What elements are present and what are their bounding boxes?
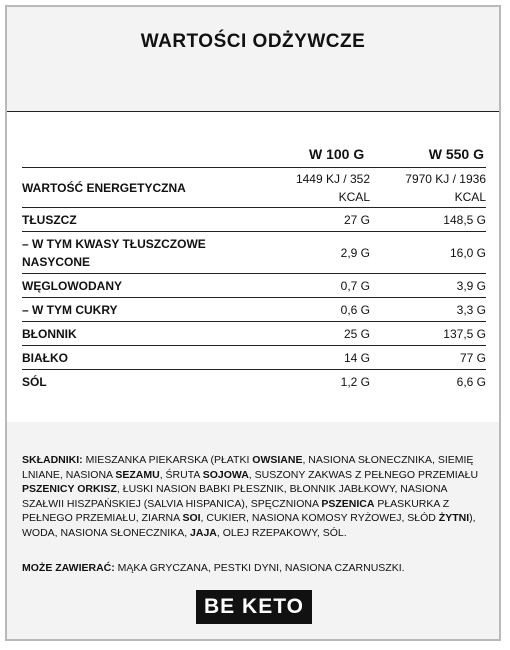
ingredient-text: ), WODA, NASIONA SŁONECZNIKA, — [22, 512, 476, 539]
value-per-100g — [341, 301, 370, 319]
nutrition-table — [7, 112, 499, 422]
value-per-550g-line: 77 G — [459, 351, 486, 365]
row-label-line: WARTOŚĆ ENERGETYCZNA — [22, 181, 186, 195]
value-per-550g-line: 7970 KJ / 1936 — [405, 172, 486, 186]
value-per-100g-line: 2,9 G — [340, 246, 370, 260]
value-per-100g-line: 27 G — [343, 213, 370, 227]
table-row — [22, 207, 486, 231]
ingredients-label: SKŁADNIKI: — [22, 454, 83, 466]
row-label-line: – W TYM CUKRY — [22, 303, 118, 317]
ingredients-body — [22, 454, 478, 539]
value-per-100g-line: 1,2 G — [340, 375, 370, 389]
allergen-text: SOJOWA — [202, 468, 249, 481]
value-per-100g — [341, 373, 370, 391]
allergen-text: OWSIANE — [252, 454, 303, 466]
row-label — [22, 325, 77, 343]
row-label — [22, 211, 77, 229]
table-row — [22, 369, 486, 393]
value-per-550g-line: 137,5 G — [443, 327, 486, 341]
value-per-550g-line: KCAL — [454, 190, 486, 204]
allergen-text: PSZENICA — [321, 497, 375, 510]
value-per-550g — [450, 244, 486, 262]
value-per-550g — [443, 325, 486, 343]
value-per-100g-line: 0,6 G — [340, 303, 370, 317]
nutrition-rows — [22, 167, 486, 393]
table-row — [22, 321, 486, 345]
value-per-100g-line: 1449 KJ / 352 — [295, 172, 370, 186]
value-per-100g-line: 14 G — [343, 351, 370, 365]
row-label — [22, 301, 118, 319]
value-per-550g — [457, 301, 486, 319]
label-panel — [5, 5, 501, 641]
allergen-text: ŻYTNI — [438, 512, 470, 524]
allergen-text: PSZENICY ORKISZ — [22, 483, 117, 495]
ingredient-text: , SUSZONY ZAKWAS Z PEŁNEGO PRZEMIAŁU — [248, 468, 479, 481]
row-label-line: SÓL — [22, 375, 47, 389]
row-label — [22, 235, 206, 271]
table-row — [22, 345, 486, 369]
value-per-550g — [457, 277, 486, 295]
value-per-550g — [405, 170, 486, 206]
row-label-line: BŁONNIK — [22, 327, 77, 341]
row-label — [22, 349, 68, 367]
value-per-100g — [344, 211, 370, 229]
row-label — [22, 277, 122, 295]
ingredient-text: , ŁUSKI NASION BABKI PŁESZNIK, BŁONNIK JABŁKOWY, NASIONA SZAŁWII HISZPAŃSKIEJ (SALVIA HISPANICA), SPĘCZNIONA — [22, 483, 447, 510]
value-per-550g — [443, 211, 486, 229]
allergen-text: SOI — [182, 512, 201, 524]
column-header-100g: W 100 G — [309, 146, 365, 162]
ingredient-text: , ŚRUTA — [159, 468, 203, 481]
row-label-line: BIAŁKO — [22, 351, 68, 365]
column-header-550g: W 550 G — [428, 146, 484, 162]
value-per-100g — [296, 170, 370, 206]
may-contain-label: MOŻE ZAWIERAĆ: — [22, 562, 115, 574]
brand-logo: BE KETO — [196, 590, 312, 624]
value-per-100g — [344, 349, 370, 367]
value-per-550g-line: 148,5 G — [443, 213, 486, 227]
may-contain-body: MĄKA GRYCZANA, PESTKI DYNI, NASIONA CZARNUSZKI. — [114, 562, 405, 574]
value-per-550g-line: 3,3 G — [456, 303, 486, 317]
value-per-550g-line: 3,9 G — [456, 279, 486, 293]
value-per-550g-line: 6,6 G — [456, 375, 486, 389]
value-per-100g-line: 0,7 G — [340, 279, 370, 293]
row-label-line: NASYCONE — [22, 255, 91, 269]
table-row — [22, 167, 486, 207]
row-label — [22, 373, 47, 391]
ingredient-text: , NASIONA SŁONECZNIKA, SIEMIĘ LNIANE, NASIONA — [22, 454, 474, 481]
ingredient-text: , OLEJ RZEPAKOWY, SÓL. — [216, 526, 347, 539]
row-label-line: WĘGLOWODANY — [22, 279, 122, 293]
ingredient-text: MIESZANKA PIEKARSKA (PŁATKI — [82, 454, 253, 466]
value-per-100g-line: 25 G — [343, 327, 370, 341]
page-title: WARTOŚCI ODŻYWCZE — [140, 31, 366, 52]
value-per-550g-line: 16,0 G — [449, 246, 486, 260]
table-row — [22, 231, 486, 273]
value-per-100g-line: KCAL — [338, 190, 370, 204]
row-label-line: TŁUSZCZ — [22, 213, 77, 227]
row-label-line: – W TYM KWASY TŁUSZCZOWE — [22, 237, 206, 251]
value-per-100g — [341, 277, 370, 295]
table-row — [22, 297, 486, 321]
title-area — [7, 7, 499, 112]
ingredients-text — [22, 453, 488, 540]
allergen-text: SEZAMU — [115, 468, 160, 481]
value-per-100g — [344, 325, 370, 343]
value-per-550g — [460, 349, 486, 367]
value-per-100g — [341, 244, 370, 262]
row-label — [22, 179, 186, 197]
table-row — [22, 273, 486, 297]
may-contain-text — [22, 561, 488, 575]
value-per-550g — [457, 373, 486, 391]
allergen-text: JAJA — [190, 526, 217, 539]
ingredient-text: PŁASKURKA Z PEŁNEGO PRZEMIAŁU, ZIARNA — [22, 497, 450, 524]
ingredient-text: , CUKIER, NASIONA KOMOSY RYŻOWEJ, SŁÓD — [200, 512, 439, 524]
